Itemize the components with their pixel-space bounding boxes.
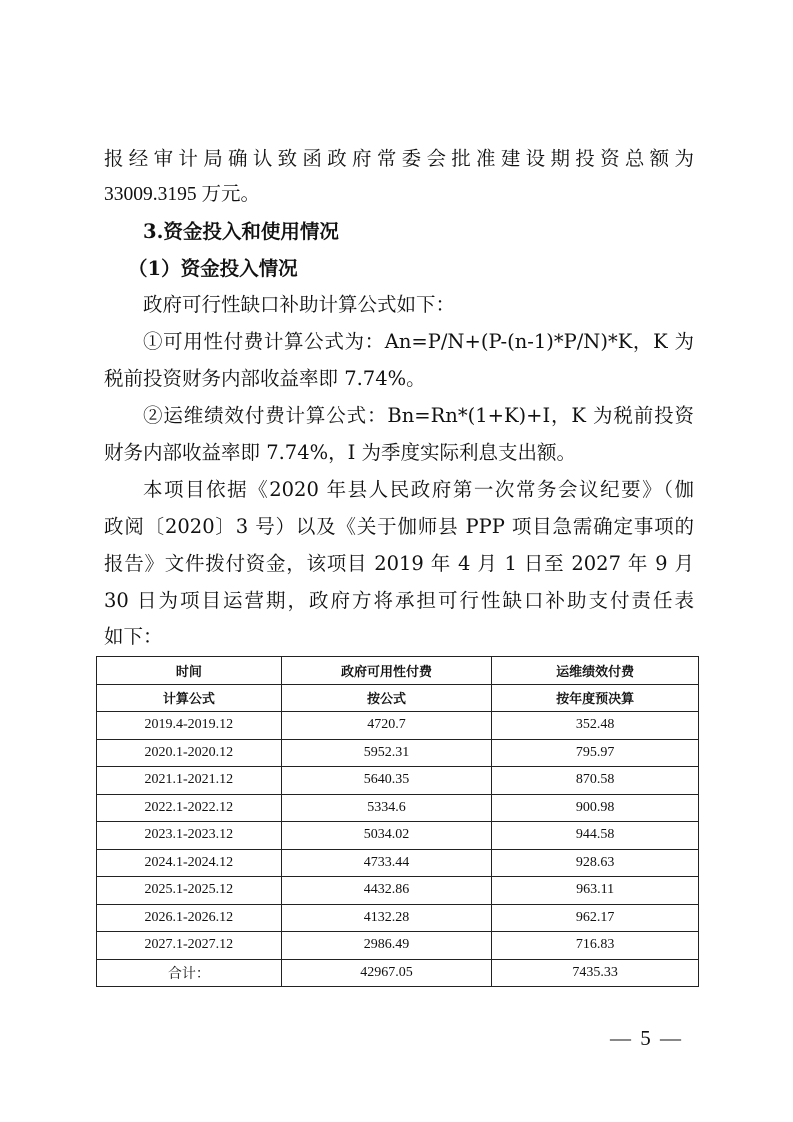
- header-om-payment: 运维绩效付费: [492, 657, 699, 685]
- period-cell: 2026.1-2026.12: [97, 904, 282, 932]
- subsection-heading: （1）资金投入情况: [128, 257, 298, 280]
- om-cell: 716.83: [492, 932, 699, 960]
- table-row: [97, 794, 699, 822]
- availability-cell: 5334.6: [281, 794, 492, 822]
- header-formula: 计算公式: [97, 684, 282, 712]
- paragraph-line: 政阅〔2020〕3 号）以及《关于伽师县 PPP 项目急需确定事项的: [104, 515, 694, 538]
- table-total-row: [97, 959, 699, 987]
- availability-cell: 4733.44: [281, 849, 492, 877]
- period-cell: 2027.1-2027.12: [97, 932, 282, 960]
- header-by-formula: 按公式: [281, 684, 492, 712]
- table-header-row: [97, 684, 699, 712]
- paragraph-line: 报经审计局确认致函政府常委会批准建设期投资总额为: [104, 147, 694, 170]
- total-availability-cell: 42967.05: [281, 959, 492, 987]
- table-row: [97, 849, 699, 877]
- table-row: [97, 877, 699, 905]
- period-cell: 2019.4-2019.12: [97, 712, 282, 740]
- section-heading: 3.资金投入和使用情况: [143, 220, 339, 243]
- table-row: [97, 712, 699, 740]
- period-cell: 2022.1-2022.12: [97, 794, 282, 822]
- availability-cell: 5640.35: [281, 767, 492, 795]
- paragraph-line: 如下：: [104, 625, 163, 648]
- paragraph-line: 政府可行性缺口补助计算公式如下：: [143, 293, 456, 316]
- payment-table: [96, 656, 699, 987]
- total-label-cell: 合计：: [97, 959, 282, 987]
- table-row: [97, 932, 699, 960]
- availability-cell: 5952.31: [281, 739, 492, 767]
- total-om-cell: 7435.33: [492, 959, 699, 987]
- availability-cell: 4720.7: [281, 712, 492, 740]
- om-cell: 928.63: [492, 849, 699, 877]
- table-row: [97, 739, 699, 767]
- table-row: [97, 904, 699, 932]
- header-time: 时间: [97, 657, 282, 685]
- om-cell: 962.17: [492, 904, 699, 932]
- paragraph-line: 报告》文件拨付资金，该项目 2019 年 4 月 1 日至 2027 年 9 月: [104, 552, 694, 575]
- header-availability-payment: 政府可用性付费: [281, 657, 492, 685]
- om-cell: 900.98: [492, 794, 699, 822]
- formula-line: 财务内部收益率即 7.74%，I 为季度实际利息支出额。: [104, 441, 577, 464]
- period-cell: 2020.1-2020.12: [97, 739, 282, 767]
- om-cell: 795.97: [492, 739, 699, 767]
- om-cell: 870.58: [492, 767, 699, 795]
- paragraph-line: 本项目依据《2020 年县人民政府第一次常务会议纪要》（伽: [143, 478, 694, 501]
- table-row: [97, 767, 699, 795]
- paragraph-line: 30 日为项目运营期，政府方将承担可行性缺口补助支付责任表: [104, 589, 694, 612]
- om-cell: 944.58: [492, 822, 699, 850]
- period-cell: 2023.1-2023.12: [97, 822, 282, 850]
- availability-cell: 4432.86: [281, 877, 492, 905]
- period-cell: 2021.1-2021.12: [97, 767, 282, 795]
- availability-cell: 2986.49: [281, 932, 492, 960]
- om-cell: 352.48: [492, 712, 699, 740]
- formula-line: ①可用性付费计算公式为：An=P/N+(P-(n-1)*P/N)*K，K 为: [143, 330, 694, 353]
- availability-cell: 5034.02: [281, 822, 492, 850]
- period-cell: 2025.1-2025.12: [97, 877, 282, 905]
- table-header-row: [97, 657, 699, 685]
- period-cell: 2024.1-2024.12: [97, 849, 282, 877]
- formula-line: ②运维绩效付费计算公式：Bn=Rn*(1+K)+I，K 为税前投资: [143, 404, 694, 427]
- paragraph-line: 33009.3195 万元。: [104, 184, 261, 205]
- om-cell: 963.11: [492, 877, 699, 905]
- header-by-budget: 按年度预决算: [492, 684, 699, 712]
- availability-cell: 4132.28: [281, 904, 492, 932]
- table-row: [97, 822, 699, 850]
- formula-line: 税前投资财务内部收益率即 7.74%。: [104, 367, 426, 390]
- page-number: — 5 —: [610, 1026, 683, 1050]
